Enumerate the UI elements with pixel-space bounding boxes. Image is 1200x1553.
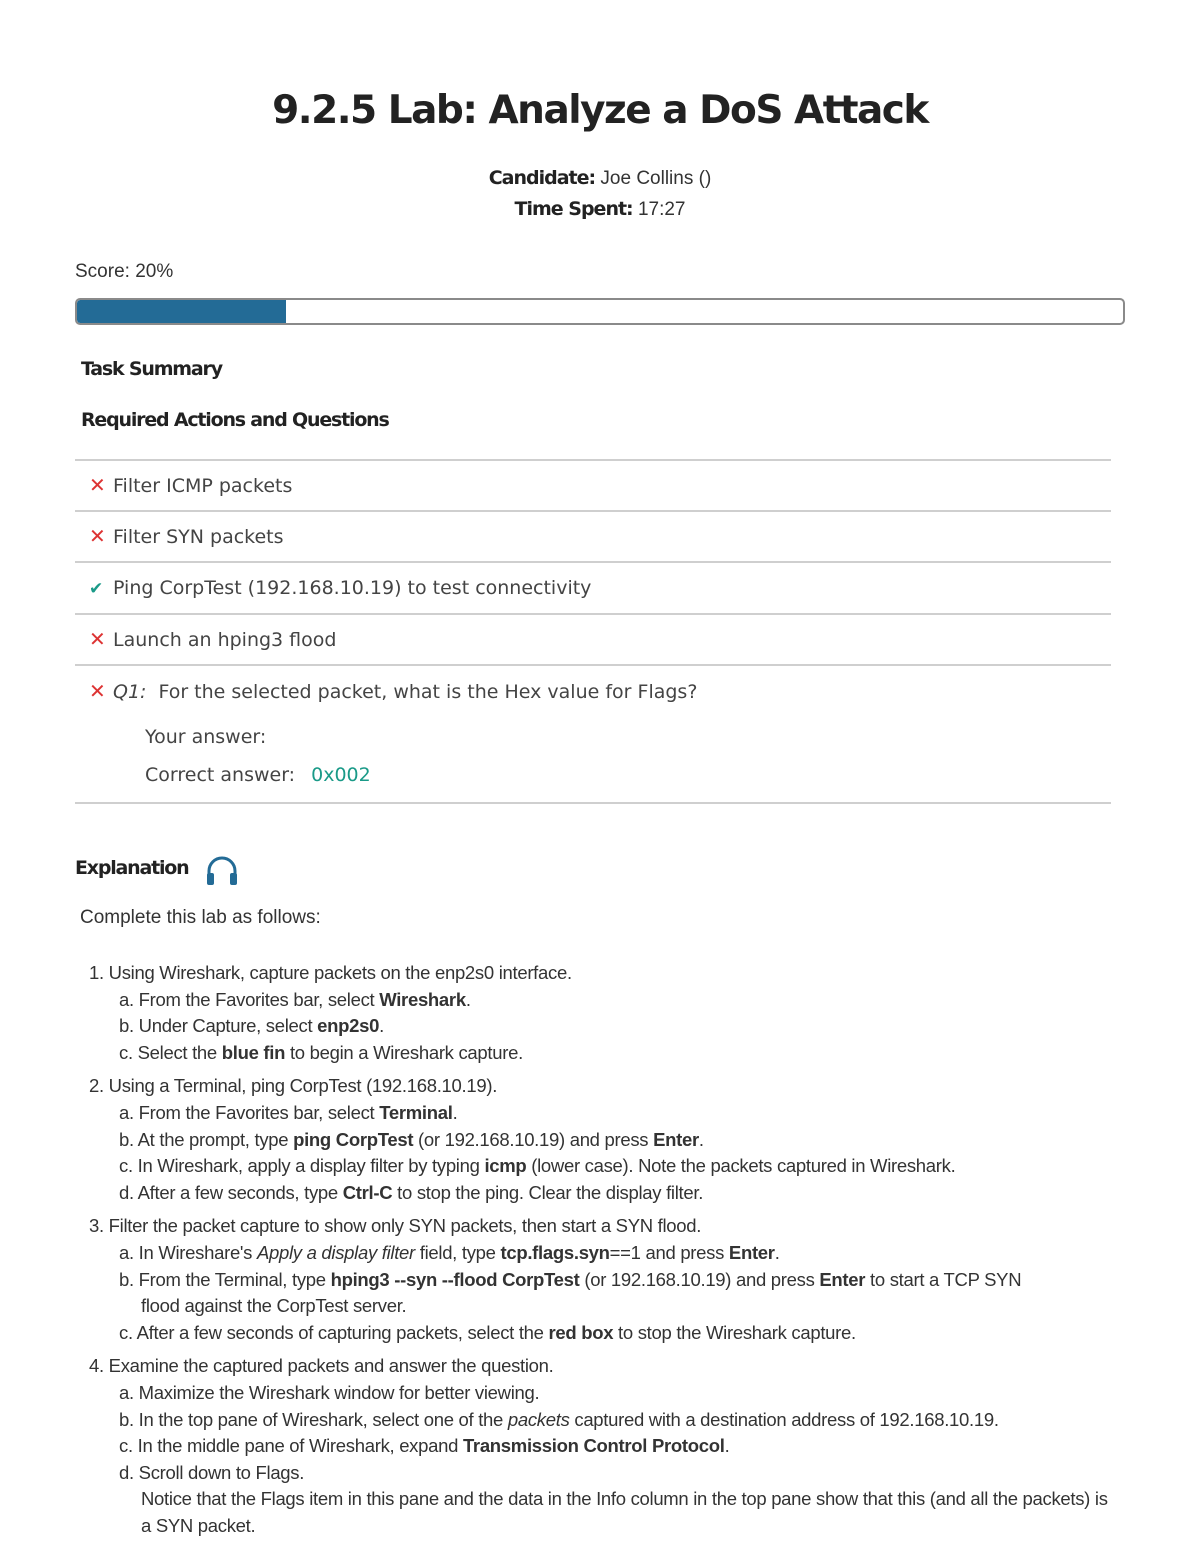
page-title: 9.2.5 Lab: Analyze a DoS Attack [272,88,928,133]
substep-item: a. In Wireshare's Apply a display filter field, type tcp.flags.syn==1 and press Enter. [119,1241,780,1263]
score-progress-bar [75,298,1125,325]
task-text: Ping CorpTest (192.168.10.19) to test connectivity [113,577,592,599]
task-row [75,510,1111,561]
explanation-heading: Explanation [75,857,189,879]
substep-item: c. After a few seconds of capturing packets, select the red box to stop the Wireshark capture. [119,1321,856,1343]
task-row [75,561,1111,613]
headphones-icon[interactable] [204,853,240,887]
x-icon: ✕ [89,525,106,548]
candidate-line [0,167,1200,190]
substep-item: a. From the Favorites bar, select Terminal. [119,1101,458,1123]
task-text: Launch an hping3 flood [113,628,337,651]
task-row [75,459,1111,510]
substep-item: c. In Wireshark, apply a display filter by typing icmp (lower case). Note the packets captured in Wireshark. [119,1155,956,1177]
substep-item: d. After a few seconds, type Ctrl-C to stop the ping. Clear the display filter. [119,1181,704,1203]
correct-answer-value: 0x002 [311,764,371,786]
candidate-label: Candidate: [488,167,596,189]
score-label: Score: 20% [75,261,174,282]
candidate-value: Joe Collins () [600,168,712,189]
correct-answer [75,756,1111,794]
step-item [89,1213,1119,1346]
task-list [75,459,1111,804]
x-icon: ✕ [89,681,106,703]
step-note: Notice that the Flags item in this pane and the data in the Info column in the top pane show that this (and all the packets) is a SYN packet. [141,1488,1108,1536]
step-text: 4. Examine the captured packets and answer the question. [89,1355,554,1377]
check-icon: ✔ [89,578,104,598]
time-spent-label: Time Spent: [514,198,633,220]
x-icon: ✕ [89,628,106,651]
time-spent-line [0,198,1200,221]
task-row [75,613,1111,664]
correct-answer-label: Correct answer: [145,764,296,786]
step-item [89,1353,1119,1539]
time-spent-value: 17:27 [637,199,686,220]
substep-item: c. Select the blue fin to begin a Wireshark capture. [119,1041,523,1063]
your-answer-label: Your answer: [145,726,267,748]
substep-item: b. In the top pane of Wireshark, select one of the packets captured with a destination address of 192.168.10.19. [119,1408,999,1430]
explanation-intro: Complete this lab as follows: [80,907,321,928]
substep-item: d. Scroll down to Flags. [119,1461,305,1483]
question-label: Q1: [113,681,147,703]
substep-item: b. Under Capture, select enp2s0. [119,1015,384,1037]
substep-item: c. In the middle pane of Wireshark, expand Transmission Control Protocol. [119,1435,730,1457]
step-item [89,960,1119,1066]
task-text: Filter ICMP packets [113,474,293,497]
score-progress-fill [77,300,286,323]
steps-list [89,960,1119,1546]
substep-item: b. From the Terminal, type hping3 --syn --flood CorpTest (or 192.168.10.19) and press Enter to start a TCP SYN flood against the CorpTest server. [119,1268,1022,1317]
question-text: For the selected packet, what is the Hex value for Flags? [158,681,698,703]
task-summary-heading: Task Summary [81,358,222,380]
your-answer [75,718,1111,756]
substep-item: a. Maximize the Wireshark window for better viewing. [119,1381,540,1403]
step-text: 1. Using Wireshark, capture packets on the enp2s0 interface. [89,962,572,983]
x-icon: ✕ [89,474,106,497]
step-text: 3. Filter the packet capture to show only SYN packets, then start a SYN flood. [89,1215,702,1237]
substep-item: b. At the prompt, type ping CorpTest (or 192.168.10.19) and press Enter. [119,1128,704,1150]
required-heading: Required Actions and Questions [81,409,389,431]
step-text: 2. Using a Terminal, ping CorpTest (192.168.10.19). [89,1075,498,1097]
task-text: Filter SYN packets [113,525,284,548]
step-item [89,1073,1119,1206]
substep-item: a. From the Favorites bar, select Wireshark. [119,988,471,1010]
question-row [75,664,1111,804]
